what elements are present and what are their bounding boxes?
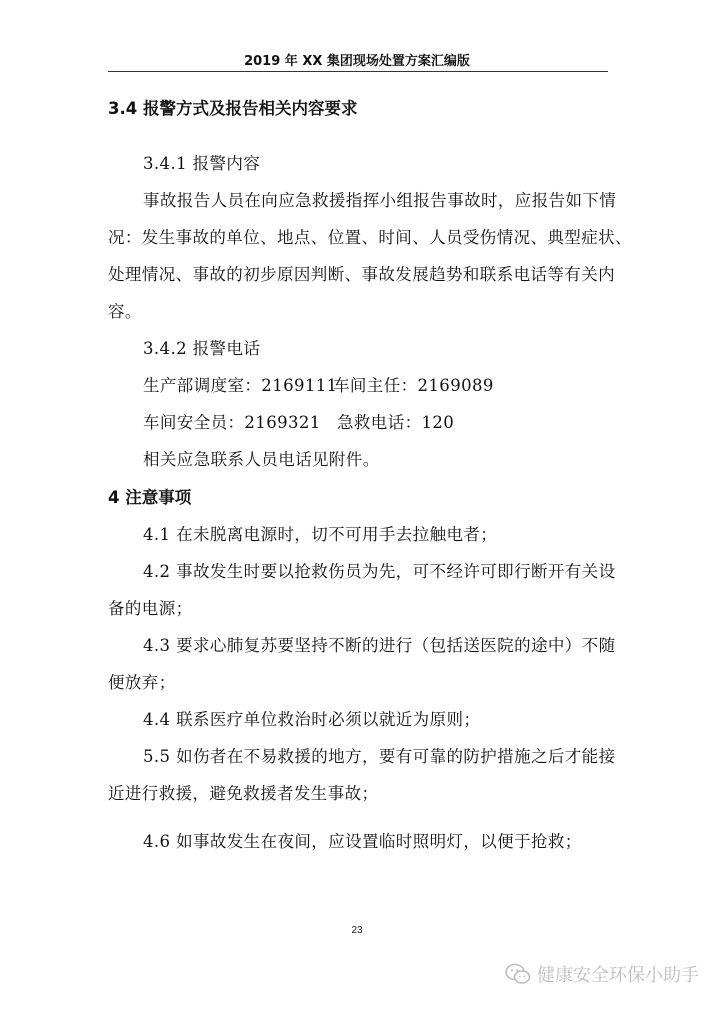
list-item: 4.2 事故发生时要以抢救伤员为先，可不经许可即行断开有关设 [143, 562, 616, 581]
list-item-continuation: 便放弃； [108, 673, 176, 692]
page-number: 23 [351, 925, 363, 936]
header-title: 2019 年 XX 集团现场处置方案汇编版 [244, 54, 470, 69]
list-item: 4.1 在未脱离电源时，切不可用手去拉触电者； [143, 525, 498, 544]
paragraph-line: 相关应急联系人员电话见附件。 [143, 450, 380, 469]
list-item: 4.3 要求心肺复苏要坚持不断的进行（包括送医院的途中）不随 [143, 636, 616, 655]
section-heading: 4 注意事项 [108, 488, 192, 507]
section-heading: 3.4 报警方式及报告相关内容要求 [108, 99, 358, 118]
watermark-text: 健康安全环保小助手 [537, 965, 699, 986]
paragraph-line: 事故报告人员在向应急救援指挥小组报告事故时，应报告如下情 [143, 191, 617, 210]
subsection-title: 3.4.1 报警内容 [143, 154, 261, 173]
list-item-continuation: 近进行救援，避免救援者发生事故； [108, 784, 379, 803]
list-item: 4.4 联系医疗单位救治时必须以就近为原则； [143, 710, 481, 729]
watermark [505, 960, 699, 988]
subsection-title: 3.4.2 报警电话 [143, 339, 261, 358]
wechat-icon [505, 963, 531, 985]
paragraph-line: 况：发生事故的单位、地点、位置、时间、人员受伤情况、典型症状、 [108, 228, 632, 247]
phone-emergency: 急救电话：120 [337, 413, 455, 432]
phone-dispatch: 生产部调度室：2169111 [143, 376, 338, 395]
phone-director: 车间主任：2169089 [333, 376, 494, 395]
paragraph-line: 处理情况、事故的初步原因判断、事故发展趋势和联系电话等有关内 [108, 265, 615, 284]
header-rule [108, 71, 608, 72]
phone-safety-officer: 车间安全员：2169321 [143, 413, 321, 432]
list-item: 4.6 如事故发生在夜间，应设置临时照明灯，以便于抢救； [143, 832, 582, 851]
paragraph-line: 容。 [108, 302, 142, 321]
list-item: 5.5 如伤者在不易救援的地方，要有可靠的防护措施之后才能接 [143, 747, 616, 766]
list-item-continuation: 备的电源； [108, 599, 193, 618]
